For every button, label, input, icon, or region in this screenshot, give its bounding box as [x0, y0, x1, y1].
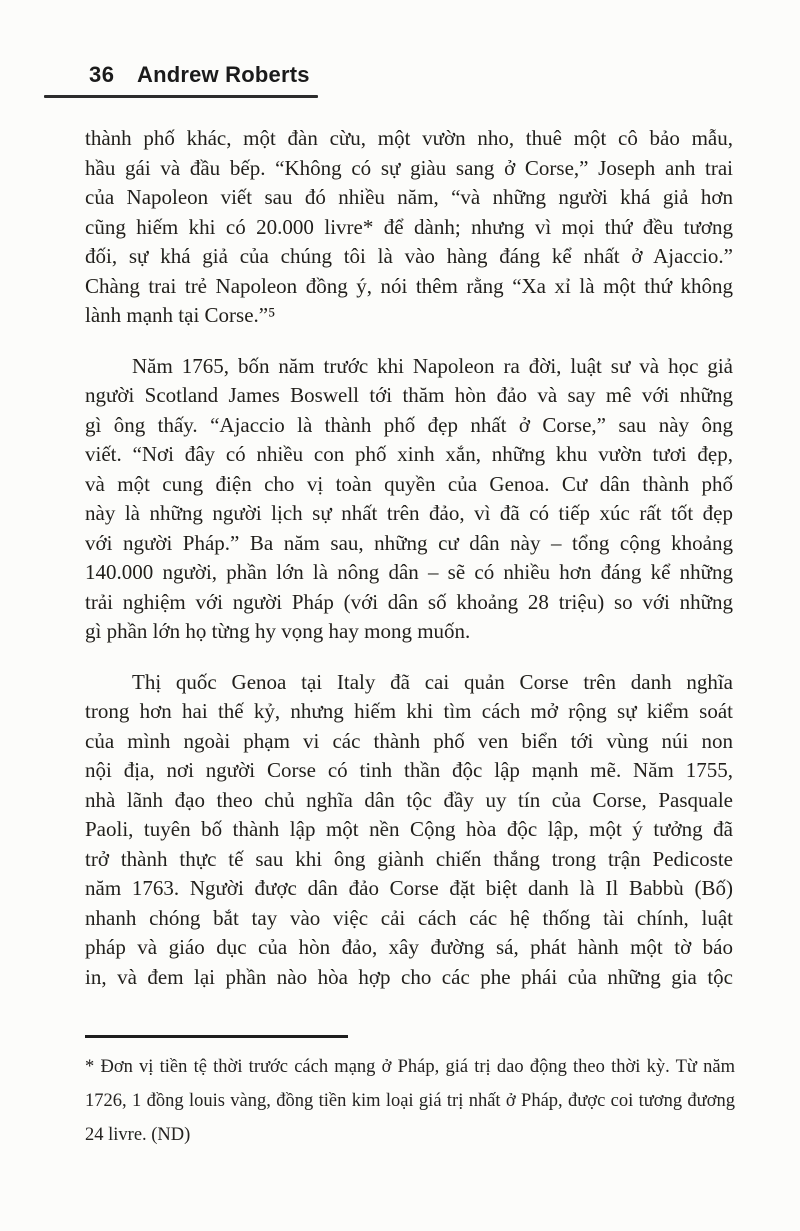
- text-line: trong hơn hai thế kỷ, nhưng hiếm khi tìm cách mở rộng sự kiểm soát: [85, 699, 733, 723]
- text-line: Paoli, tuyên bố thành lập một nền Cộng hòa độc lập, một ý tưởng đã: [85, 817, 733, 841]
- text-line: nội địa, nơi người Corse có tinh thần độc lập mạnh mẽ. Năm 1755,: [85, 758, 733, 782]
- paragraph: [85, 124, 733, 331]
- text-line: đối, sự khá giả của chúng tôi là vào hàng đáng kể nhất ở Ajaccio.”: [85, 244, 733, 268]
- text-line: thành phố khác, một đàn cừu, một vườn nho, thuê một cô bảo mẫu,: [85, 126, 733, 150]
- text-line: 140.000 người, phần lớn là nông dân – sẽ có nhiều hơn đáng kể những: [85, 560, 733, 584]
- text-line: Thị quốc Genoa tại Italy đã cai quản Corse trên danh nghĩa: [132, 669, 733, 694]
- text-line: nhanh chóng bắt tay vào việc cải cách các hệ thống tài chính, luật: [85, 905, 733, 930]
- text-line: của Napoleon viết sau đó nhiều năm, “và những người khá giả hơn: [85, 185, 733, 209]
- text-line: người Scotland James Boswell tới thăm hòn đảo và say mê với những: [85, 383, 733, 407]
- text-line: hầu gái và đầu bếp. “Không có sự giàu sang ở Corse,” Joseph anh trai: [85, 155, 733, 180]
- text-line: gì phần lớn họ từng hy vọng hay mong muốn.: [85, 619, 471, 643]
- footnote: [85, 1050, 735, 1152]
- text-line: trải nghiệm với người Pháp (với dân số khoảng 28 triệu) so với những: [85, 589, 733, 614]
- text-line: Năm 1765, bốn năm trước khi Napoleon ra đời, luật sư và học giả: [132, 353, 733, 378]
- text-line: viết. “Nơi đây có nhiều con phố xinh xắn, những khu vườn tươi đẹp,: [85, 442, 733, 466]
- text-line: lành mạnh tại Corse.”⁵: [85, 303, 276, 327]
- text-line: pháp và giáo dục của hòn đảo, xây đường sá, phát hành một tờ báo: [85, 935, 733, 959]
- text-line: của mình ngoài phạm vi các thành phố ven biển tới vùng núi non: [85, 728, 733, 753]
- text-line: Chàng trai trẻ Napoleon đồng ý, nói thêm rằng “Xa xỉ là một thứ không: [85, 273, 733, 298]
- text-line: gì ông thấy. “Ajaccio là thành phố đẹp nhất ở Corse,” sau này ông: [85, 412, 733, 437]
- text-line: và một cung điện cho vị toàn quyền của Genoa. Cư dân thành phố: [85, 471, 733, 496]
- text-line: với người Pháp.” Ba năm sau, những cư dân này – tổng cộng khoảng: [85, 530, 733, 555]
- page-number: 36: [89, 62, 115, 87]
- text-line: in, và đem lại phần nào hòa hợp cho các phe phái của những gia tộc: [85, 964, 733, 989]
- text-line: này là những người lịch sự nhất trên đảo, vì đã có tiếp xúc rất tốt đẹp: [85, 501, 733, 525]
- body-text: [85, 124, 733, 992]
- text-line: * Đơn vị tiền tệ thời trước cách mạng ở Pháp, giá trị dao động theo thời kỳ. Từ năm: [85, 1057, 735, 1077]
- running-head-title: Andrew Roberts: [137, 62, 310, 87]
- footnote-separator-rule: [85, 1035, 348, 1038]
- header-rule: [44, 95, 318, 98]
- text-line: cũng hiếm khi có 20.000 livre* để dành; nhưng vì mọi thứ đều tương: [85, 214, 733, 239]
- text-line: nhà lãnh đạo theo chủ nghĩa dân tộc đầy uy tín của Corse, Pasquale: [85, 787, 733, 812]
- paragraph: [85, 668, 733, 993]
- text-line: 1726, 1 đồng louis vàng, đồng tiền kim loại giá trị nhất ở Pháp, được coi tương đương: [85, 1091, 735, 1111]
- text-line: năm 1763. Người được dân đảo Corse đặt biệt danh là Il Babbù (Bố): [85, 876, 733, 900]
- text-line: trở thành thực tế sau khi ông giành chiến thắng trong trận Pedicoste: [85, 846, 733, 871]
- paragraph: [85, 1050, 735, 1152]
- text-line: 24 livre. (ND): [85, 1125, 191, 1145]
- paragraph: [85, 352, 733, 647]
